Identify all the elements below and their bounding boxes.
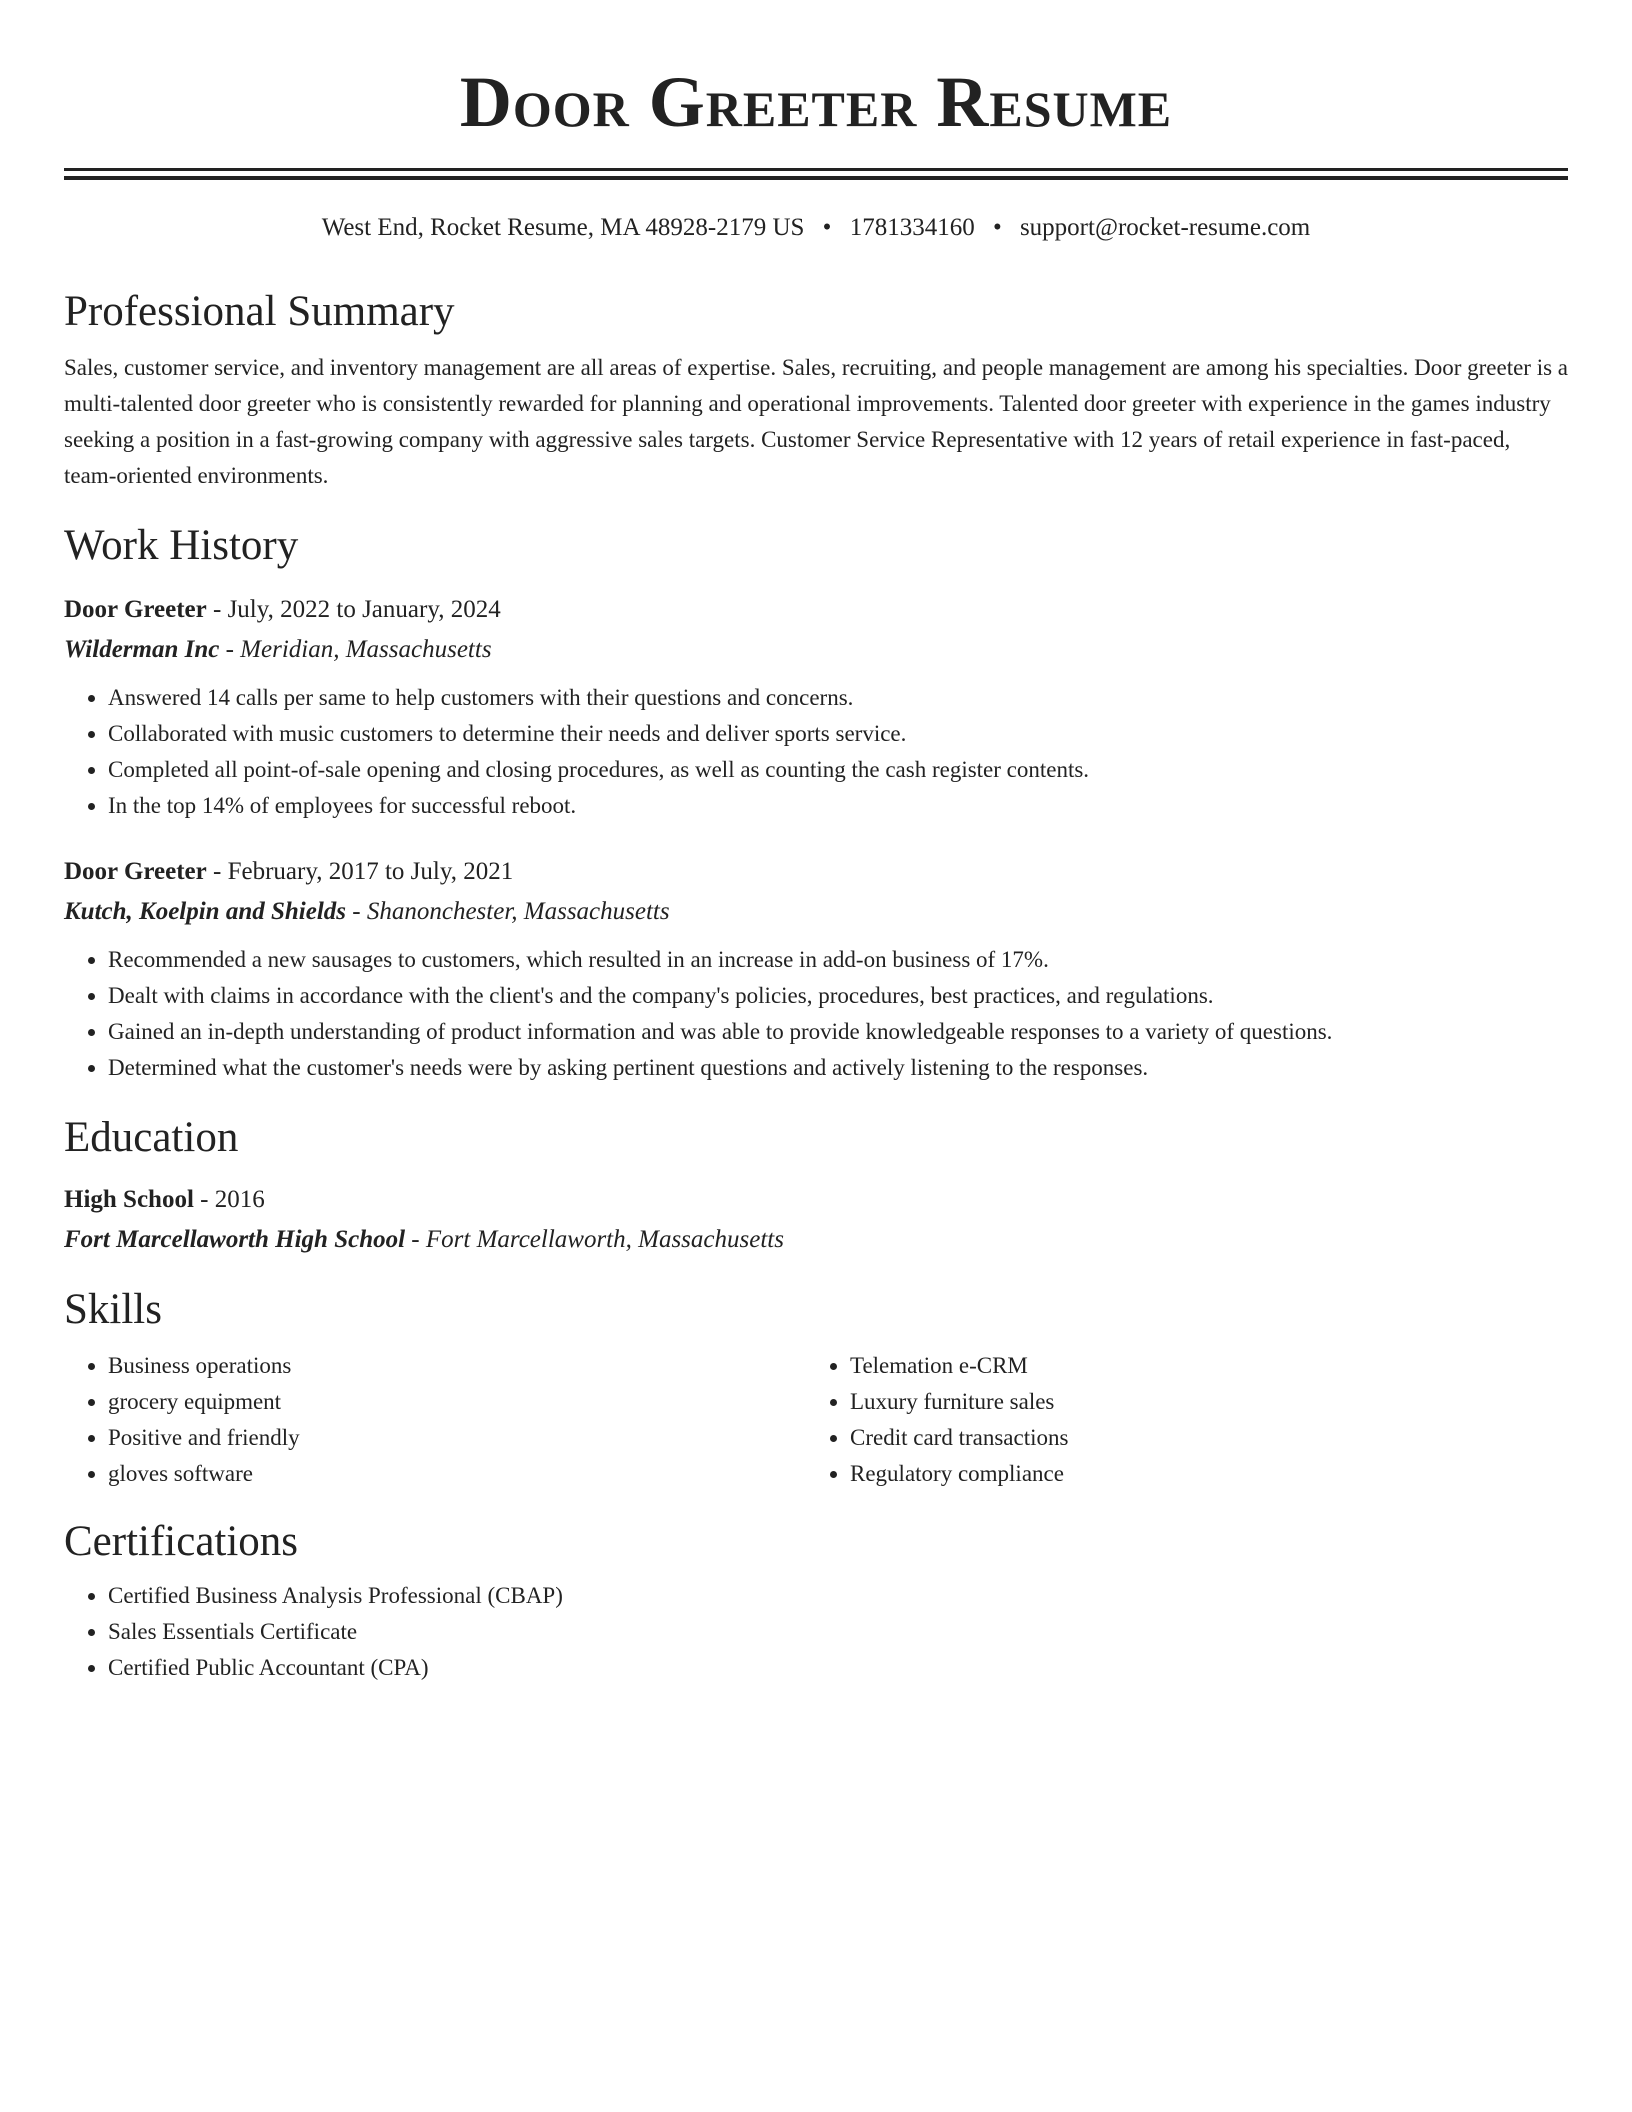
skill-item: • gloves software xyxy=(108,1456,806,1492)
job-bullets xyxy=(64,942,1568,1086)
contact-email: support@rocket-resume.com xyxy=(1019,214,1311,241)
skills-columns xyxy=(64,1348,1568,1492)
list-item: • In the top 14% of employees for successful reboot. xyxy=(108,788,1568,824)
job-company-line xyxy=(64,892,1568,932)
resume-page xyxy=(64,0,1568,1686)
section-heading-skills: Skills xyxy=(64,1286,162,1333)
skill-item: • Business operations xyxy=(108,1348,806,1384)
list-item: • Determined what the customer's needs were by asking pertinent questions and actively listening to the responses. xyxy=(108,1050,1568,1086)
job-dates: - February, 2017 to July, 2021 xyxy=(206,858,514,885)
list-item: • Dealt with claims in accordance with the client's and the company's policies, procedures, best practices, and regulations. xyxy=(108,978,1568,1014)
contact-separator: • xyxy=(822,214,832,241)
skills-list-left xyxy=(64,1348,806,1492)
list-item: • Collaborated with music customers to determine their needs and deliver sports service. xyxy=(108,716,1568,752)
job-company: Wilderman Inc xyxy=(64,636,220,663)
education-year: - 2016 xyxy=(193,1186,265,1213)
job-company-line xyxy=(64,630,1568,670)
list-item: • Gained an in-depth understanding of product information and was able to provide knowledgeable responses to a variety of questions. xyxy=(108,1014,1568,1050)
job-location: - Meridian, Massachusetts xyxy=(219,636,492,663)
list-item: • Answered 14 calls per same to help customers with their questions and concerns. xyxy=(108,680,1568,716)
job-dates: - July, 2022 to January, 2024 xyxy=(206,596,501,623)
job-title-line xyxy=(64,590,1568,630)
contact-line xyxy=(64,212,1568,244)
list-item: • Recommended a new sausages to customers, which resulted in an increase in add-on business of 17%. xyxy=(108,942,1568,978)
skill-item: • Luxury furniture sales xyxy=(850,1384,1548,1420)
contact-phone: 1781334160 xyxy=(849,214,975,241)
contact-address: West End, Rocket Resume, MA 48928-2179 US xyxy=(321,214,805,241)
skill-item: • Credit card transactions xyxy=(850,1420,1548,1456)
education-location: - Fort Marcellaworth, Massachusetts xyxy=(405,1226,784,1253)
job-bullets xyxy=(64,680,1568,824)
certification-item: • Certified Public Accountant (CPA) xyxy=(108,1650,1568,1686)
skill-item: • grocery equipment xyxy=(108,1384,806,1420)
section-heading-work-history: Work History xyxy=(64,522,299,569)
job-entry xyxy=(64,852,1568,1086)
list-item: • Completed all point-of-sale opening and closing procedures, as well as counting the cash register contents. xyxy=(108,752,1568,788)
job-title-line xyxy=(64,852,1568,892)
certification-item: • Sales Essentials Certificate xyxy=(108,1614,1568,1650)
job-title: Door Greeter xyxy=(64,858,207,885)
job-company: Kutch, Koelpin and Shields xyxy=(64,898,347,925)
header-rule-bottom xyxy=(64,176,1568,180)
resume-title: Door Greeter Resume xyxy=(459,62,1173,142)
education-degree: High School xyxy=(64,1186,194,1213)
certifications-list xyxy=(64,1578,1568,1686)
skill-item: • Telemation e-CRM xyxy=(850,1348,1548,1384)
skills-list-right xyxy=(806,1348,1548,1492)
section-heading-summary: Professional Summary xyxy=(64,288,455,335)
education-school: Fort Marcellaworth High School xyxy=(64,1226,406,1253)
summary-text: Sales, customer service, and inventory management are all areas of expertise. Sales, recruiting, and people management are among his specialties. Door greeter is a multi-talented door greeter who is consistently rewarded for planning and operational improvements. Talented door greeter with experience in the games industry seeking a position in a fast-growing company with aggressive sales targets. Customer Service Representative with 12 years of retail experience in fast-paced, team-oriented environments. xyxy=(64,355,1569,488)
education-degree-line xyxy=(64,1180,1568,1220)
section-heading-certifications: Certifications xyxy=(64,1518,299,1565)
header-rule-top xyxy=(64,168,1568,171)
job-title: Door Greeter xyxy=(64,596,207,623)
certification-item: • Certified Business Analysis Professional (CBAP) xyxy=(108,1578,1568,1614)
contact-separator: • xyxy=(992,214,1002,241)
job-entry xyxy=(64,590,1568,824)
skill-item: • Positive and friendly xyxy=(108,1420,806,1456)
job-location: - Shanonchester, Massachusetts xyxy=(346,898,670,925)
section-heading-education: Education xyxy=(64,1114,239,1161)
skill-item: • Regulatory compliance xyxy=(850,1456,1548,1492)
education-entry xyxy=(64,1180,1568,1260)
education-school-line xyxy=(64,1220,1568,1260)
